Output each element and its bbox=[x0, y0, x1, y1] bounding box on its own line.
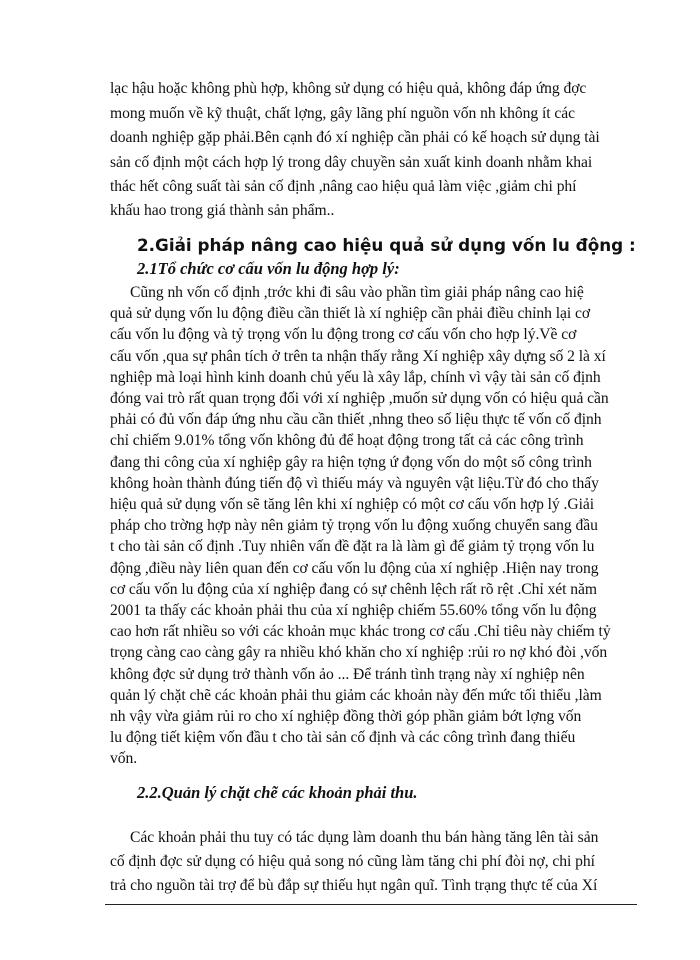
text-line: không hoàn thành đúng tiến độ vì thiếu máy và nguyên vật liệu.Từ đó cho thấy bbox=[110, 475, 599, 492]
text-line: thác hết công suất tài sản cố định ,nâng cao hiệu quả làm việc ,giảm chi phí bbox=[110, 178, 577, 195]
text-line: hiệu quả sử dụng vốn sẽ tăng lên khi xí nghiệp có một cơ cấu vốn hợp lý .Giải bbox=[110, 496, 595, 513]
text-line: lạc hậu hoặc không phù hợp, không sử dụng có hiệu quả, không đáp ứng đợc bbox=[110, 80, 587, 97]
text-line: doanh nghiệp gặp phải.Bên cạnh đó xí nghiệp cần phải có kế hoạch sử dụng tài bbox=[110, 129, 600, 146]
text-line: nghiệp mà loại hình kinh doanh chủ yếu là xây lắp, chính vì vậy tài sản cố định bbox=[110, 369, 601, 386]
text-line: trả cho nguồn tài trợ để bù đắp sự thiếu hụt ngân quĩ. Tình trạng thực tế của Xí bbox=[110, 877, 598, 894]
text-line: mong muốn về kỹ thuật, chất lợng, gây lãng phí nguồn vốn nh không ít các bbox=[110, 105, 576, 122]
text-line: nh vậy vừa giảm rủi ro cho xí nghiệp đồng thời góp phần giảm bớt lợng vốn bbox=[110, 708, 582, 725]
text-line: không đợc sử dụng trở thành vốn ảo ... Để tránh tình trạng này xí nghiệp nên bbox=[110, 666, 585, 683]
subsection-heading: 2.2.Quản lý chặt chẽ các khoản phải thu. bbox=[137, 783, 418, 802]
text-line: vốn. bbox=[110, 750, 138, 767]
section-heading: 2.Giải pháp nâng cao hiệu quả sử dụng vốn lu động : bbox=[137, 235, 636, 255]
text-line: đang thi công của xí nghiệp gây ra hiện tợng ứ đọng vốn do một số công trình bbox=[110, 454, 592, 471]
text-line: đóng vai trò rất quan trọng đối với xí nghiệp ,muốn sử dụng vốn có hiệu quả cần bbox=[110, 390, 609, 407]
subsection-heading: 2.1Tổ chức cơ cấu vốn lu động hợp lý: bbox=[137, 259, 400, 278]
text-line: t cho tài sản cố định .Tuy nhiên vấn đề đặt ra là làm gì để giảm tỷ trọng vốn lu bbox=[110, 538, 595, 555]
text-line: chỉ chiếm 9.01% tổng vốn không đủ để hoạt động trong tất cả các công trình bbox=[110, 432, 584, 449]
footer-rule bbox=[105, 904, 637, 905]
text-line: pháp cho trờng hợp này nên giảm tỷ trọng vốn lu động xuống chuyển sang đầu bbox=[110, 517, 598, 534]
text-line: khấu hao trong giá thành sản phẩm.. bbox=[110, 202, 335, 219]
text-line: cơ cấu vốn lu động của xí nghiệp đang có sự chênh lệch rất rõ rệt .Chỉ xét năm bbox=[110, 581, 597, 598]
text-line: cấu vốn lu động và tỷ trọng vốn lu động trong cơ cấu vốn cho hợp lý.Về cơ bbox=[110, 326, 577, 343]
text-line: trọng càng cao càng gây ra nhiều khó khăn cho xí nghiệp :rủi ro nợ khó đòi ,vốn bbox=[110, 644, 608, 661]
text-line: quản lý chặt chẽ các khoản phải thu giảm các khoản này đến mức tối thiểu ,làm bbox=[110, 687, 602, 704]
text-line: lu động tiết kiệm vốn đầu t cho tài sản cố định và các công trình đang thiếu bbox=[110, 729, 576, 746]
text-line: quả sử dụng vốn lu động điều cần thiết là xí nghiệp cần phải điều chỉnh lại cơ bbox=[110, 305, 591, 322]
text-line: Cũng nh vốn cố định ,trớc khi đi sâu vào phần tìm giải pháp nâng cao hiệ bbox=[130, 284, 584, 301]
text-line: phải có đủ vốn đáp ứng nhu cầu cần thiết ,nhng theo số liệu thực tế vốn cố định bbox=[110, 411, 602, 428]
text-line: cao hơn rất nhiều so với các khoản mục khác trong cơ cấu .Chỉ tiêu này chiếm tỷ bbox=[110, 623, 611, 640]
text-line: cấu vốn ,qua sự phân tích ở trên ta nhận thấy rằng Xí nghiệp xây dựng số 2 là xí bbox=[110, 348, 606, 365]
text-line: 2001 ta thấy các khoản phải thu của xí nghiệp chiếm 55.60% tổng vốn lu động bbox=[110, 602, 597, 619]
text-line: sản cố định một cách hợp lý trong dây chuyền sản xuất kinh doanh nhằm khai bbox=[110, 154, 593, 171]
text-line: động ,điều này liên quan đến cơ cấu vốn lu động của xí nghiệp .Hiện nay trong bbox=[110, 560, 599, 577]
text-line: Các khoản phải thu tuy có tác dụng làm doanh thu bán hàng tăng lên tài sản bbox=[130, 829, 599, 846]
text-line: cố định đợc sử dụng có hiệu quả song nó cũng làm tăng chi phí đòi nợ, chi phí bbox=[110, 853, 595, 870]
